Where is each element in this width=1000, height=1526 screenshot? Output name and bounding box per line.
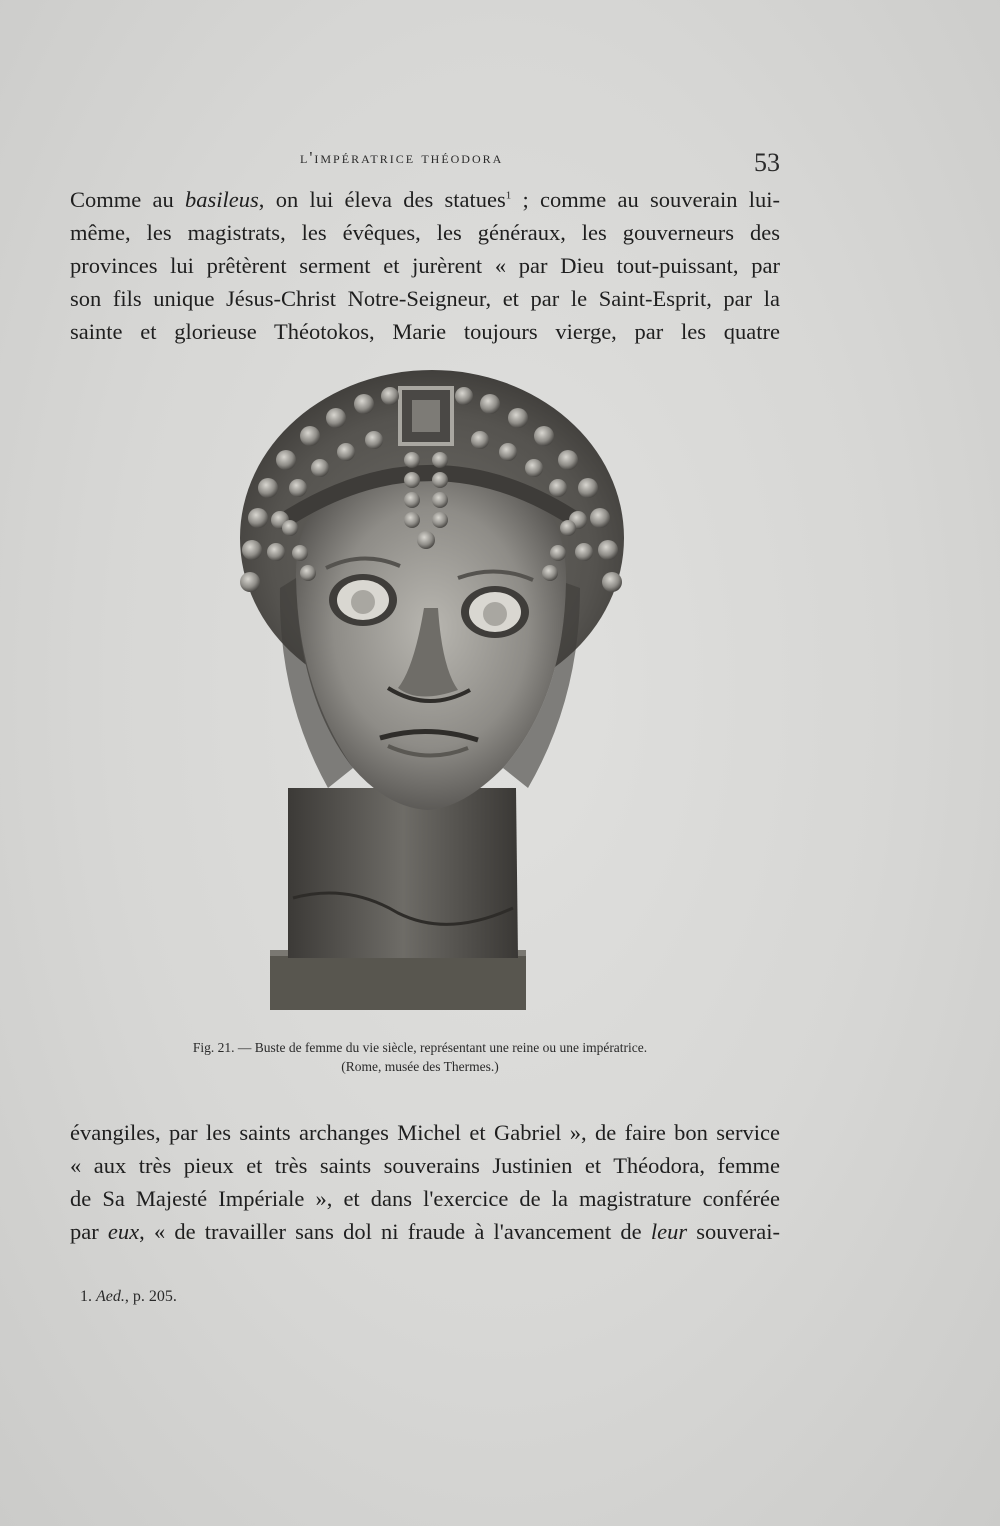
text-line: sainte et glorieuse Théotokos, Marie toujours vierge, par les quatre — [70, 319, 780, 344]
bottom-paragraph — [70, 1116, 780, 1248]
caption-line: Fig. 21. — Buste de femme du vie siècle, représentant une reine ou une impératrice. — [192, 1040, 648, 1055]
footnote-number: 1. — [80, 1288, 92, 1305]
caption-line: (Rome, musée des Thermes.) — [341, 1059, 499, 1074]
top-paragraph — [70, 183, 780, 348]
text-line: provinces lui prêtèrent serment et jurèrent « par Dieu tout-puissant, par — [70, 253, 780, 278]
footnote-pages: , p. 205. — [124, 1288, 177, 1305]
figure-caption — [130, 1038, 710, 1076]
text-line: évangiles, par les saints archanges Michel et Gabriel », de faire bon service — [70, 1120, 780, 1145]
page-number: 53 — [754, 148, 780, 177]
text-line: par eux, « de travailler sans dol ni fraude à l'avancement de leur souverai- — [70, 1219, 780, 1244]
text-line: « aux très pieux et très saints souverains Justinien et Théodora, femme — [70, 1153, 780, 1178]
running-head: l'impératrice théodora — [300, 148, 504, 167]
footnote — [80, 1288, 177, 1306]
bust-photograph — [228, 368, 640, 1012]
footnote-source: Aed. — [96, 1288, 125, 1305]
text-line: son fils unique Jésus-Christ Notre-Seigneur, et par le Saint-Esprit, par la — [70, 286, 780, 311]
text-line: Comme au basileus, on lui éleva des statues$^1$ ; comme au souverain lui- — [70, 187, 780, 212]
text-line: même, les magistrats, les évêques, les généraux, les gouverneurs des — [70, 220, 780, 245]
text-line: de Sa Majesté Impériale », et dans l'exercice de la magistrature conférée — [70, 1186, 780, 1211]
footnote-ref: 1 — [505, 189, 512, 202]
